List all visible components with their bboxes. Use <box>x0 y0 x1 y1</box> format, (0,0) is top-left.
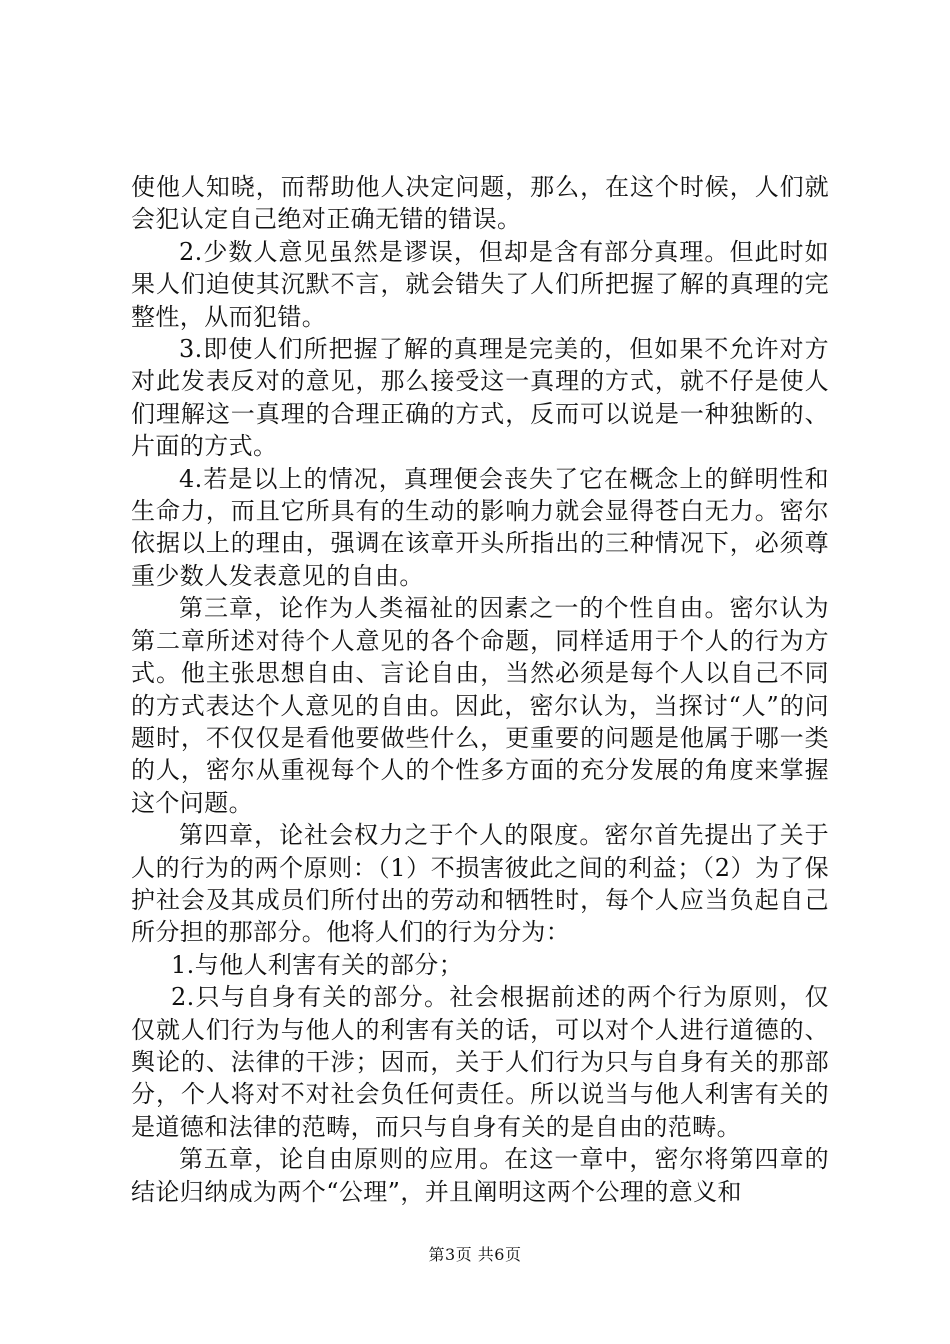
page-footer <box>0 1245 950 1265</box>
paragraph-item-1: 1.与他人利害有关的部分； <box>171 950 464 979</box>
paragraph-item-2: 2.只与自身有关的部分。社会根据前述的两个行为原则，仅仅就人们行为与他人的利害有关的话，可以对个人进行道德的、舆论的、法律的干涉；因而，关于人们行为只与自身有关的那部分，个人将对不对社会负任何责任。所以说当与他人利害有关的是道德和法律的范畴，而只与自身有关的是自由的范畴。 <box>131 983 829 1141</box>
paragraph-chapter-3: 第三章，论作为人类福祉的因素之一的个性自由。密尔认为第二章所述对待个人意见的各个命题，同样适用于个人的行为方式。他主张思想自由、言论自由，当然必须是每个人以自己不同的方式表达个人意见的自由。因此，密尔认为，当探讨“人”的问题时，不仅仅是看他要做些什么，更重要的问题是他属于哪一类的人，密尔从重视每个人的个性多方面的充分发展的角度来掌握这个问题。 <box>131 594 829 817</box>
paragraph-chapter-5: 第五章，论自由原则的应用。在这一章中，密尔将第四章的结论归纳成为两个“公理”，并且阐明这两个公理的意义和 <box>131 1145 829 1206</box>
paragraph-point-4: 4.若是以上的情况，真理便会丧失了它在概念上的鲜明性和生命力，而且它所具有的生动的影响力就会显得苍白无力。密尔依据以上的理由，强调在该章开头所指出的三种情况下，必须尊重少数人发表意见的自由。 <box>131 464 829 590</box>
paragraph-point-2: 2.少数人意见虽然是谬误，但却是含有部分真理。但此时如果人们迫使其沉默不言，就会错失了人们所把握了解的真理的完整性，从而犯错。 <box>131 237 829 331</box>
paragraph-point-3: 3.即使人们所把握了解的真理是完美的，但如果不允许对方对此发表反对的意见，那么接受这一真理的方式，就不仔是使人们理解这一真理的合理正确的方式，反而可以说是一种独断的、片面的方式。 <box>131 335 829 461</box>
document-body <box>131 171 829 1208</box>
paragraph-chapter-4: 第四章，论社会权力之于个人的限度。密尔首先提出了关于人的行为的两个原则：（1）不损害彼此之间的利益；（2）为了保护社会及其成员们所付出的劳动和牺牲时，每个人应当负起自己所分担的那部分。他将人们的行为分为： <box>131 821 829 947</box>
page-number-label: 第3页 共6页 <box>428 1245 522 1264</box>
paragraph-continuation: 使他人知晓，而帮助他人决定问题，那么，在这个时候，人们就会犯认定自己绝对正确无错的错误。 <box>131 173 829 234</box>
